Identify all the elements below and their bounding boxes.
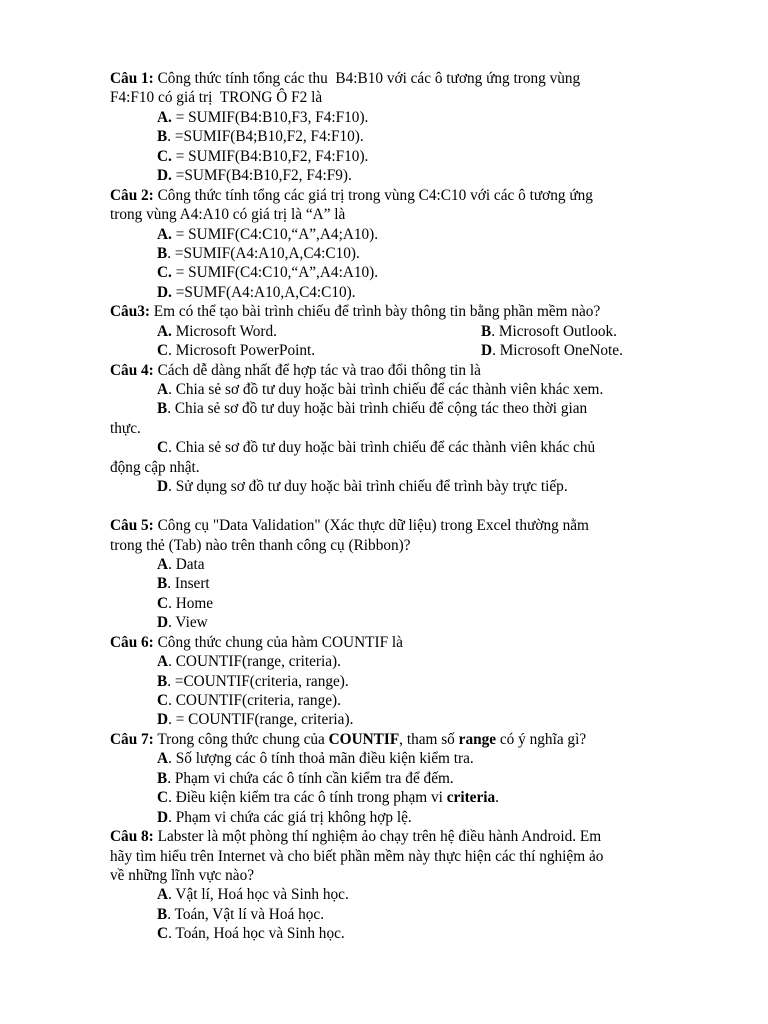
option-text: . =COUNTIF(criteria, range). xyxy=(167,672,349,690)
question-8-stem-cont: hãy tìm hiểu trên Internet và cho biết phần mềm này thực hiện các thí nghiệm ảo xyxy=(110,847,604,865)
question-label: Câu 6: xyxy=(110,633,154,651)
document-body xyxy=(110,69,710,944)
question-text: có ý nghĩa gì? xyxy=(496,730,587,748)
option-text: . Vật lí, Hoá học và Sinh học. xyxy=(168,886,349,904)
option-letter: C xyxy=(157,925,169,943)
option-b xyxy=(110,127,710,146)
option-letter: C xyxy=(157,342,169,360)
question-2-stem-cont: trong vùng A4:A10 có giá trị là “A” là xyxy=(110,206,346,224)
option-letter: B xyxy=(157,672,168,690)
question-label: Câu 5: xyxy=(110,517,154,535)
option-b xyxy=(110,399,710,418)
option-letter: D. xyxy=(157,167,172,185)
question-2-stem xyxy=(110,186,710,205)
option-text: = SUMIF(B4:B10,F2, F4:F10). xyxy=(171,147,369,165)
option-letter: D. xyxy=(157,283,172,301)
option-text: . Home xyxy=(168,594,214,612)
option-b-cont: thực. xyxy=(110,419,141,437)
option-d xyxy=(110,166,710,185)
question-8-stem xyxy=(110,827,710,846)
option-text: . Toán, Hoá học và Sinh học. xyxy=(168,925,345,943)
option-text: . Chia sẻ sơ đồ tư duy hoặc bài trình chiếu để các thành viên khác chủ xyxy=(168,439,596,457)
option-d xyxy=(110,808,710,827)
option-letter: A. xyxy=(157,108,172,126)
option-letter: B xyxy=(157,905,168,923)
option-letter: C. xyxy=(157,264,172,282)
option-text: . Chia sẻ sơ đồ tư duy hoặc bài trình chiếu để cộng tác theo thời gian xyxy=(167,400,588,418)
option-a xyxy=(110,555,710,574)
option-text: = SUMIF(C4:C10,“A”,A4;A10). xyxy=(171,225,379,243)
option-a xyxy=(157,322,481,341)
option-letter: C xyxy=(157,692,169,709)
option-letter: B xyxy=(157,128,168,146)
option-b xyxy=(110,769,710,788)
function-name: COUNTIF xyxy=(328,730,400,748)
option-b xyxy=(110,672,710,691)
option-letter: A xyxy=(157,381,169,398)
option-text: . =SUMIF(A4:A10,A,C4:C10). xyxy=(167,244,360,262)
option-text: . Điều kiện kiểm tra các ô tính trong phạm vi xyxy=(168,789,447,807)
option-text: Microsoft Word. xyxy=(171,322,278,340)
option-text: . COUNTIF(criteria, range). xyxy=(168,692,341,709)
option-letter: B xyxy=(481,322,492,340)
option-text: . Insert xyxy=(167,575,210,593)
option-c xyxy=(157,341,481,360)
option-text: . COUNTIF(range, criteria). xyxy=(168,653,341,671)
option-text: . Phạm vi chứa các ô tính cần kiểm tra để đếm. xyxy=(167,769,454,787)
option-a xyxy=(110,380,710,399)
question-text: Công thức tính tổng các giá trị trong vùng C4:C10 với các ô tương ứng xyxy=(153,186,593,204)
option-letter: C. xyxy=(157,147,172,165)
option-b xyxy=(110,244,710,263)
question-text: Công thức tính tổng các thu B4:B10 với các ô tương ứng trong vùng xyxy=(153,70,581,87)
option-letter: B xyxy=(157,769,168,787)
option-text: . Microsoft PowerPoint. xyxy=(168,342,316,360)
question-label: Câu 1: xyxy=(110,70,154,87)
option-d xyxy=(110,477,710,496)
option-a xyxy=(110,225,710,244)
option-c xyxy=(110,594,710,613)
option-text: =SUMF(B4:B10,F2, F4:F9). xyxy=(171,167,352,185)
parameter-name: criteria xyxy=(446,789,496,807)
question-text: Trong công thức chung của xyxy=(153,730,329,748)
question-text: Công thức chung của hàm COUNTIF là xyxy=(153,633,403,651)
option-text: . = COUNTIF(range, criteria). xyxy=(168,711,354,729)
option-letter: B xyxy=(157,244,168,262)
option-d xyxy=(110,283,710,302)
option-a xyxy=(110,749,710,768)
option-letter: A xyxy=(157,750,169,768)
question-label: Câu3: xyxy=(110,303,150,321)
option-c xyxy=(110,263,710,282)
option-text: . Phạm vi chứa các giá trị không hợp lệ. xyxy=(168,808,412,826)
question-label: Câu 2: xyxy=(110,186,154,204)
option-letter: C xyxy=(157,594,169,612)
question-3-stem xyxy=(110,302,710,321)
question-label: Câu 8: xyxy=(110,828,154,846)
option-a xyxy=(110,108,710,127)
option-text: . Microsoft Outlook. xyxy=(491,322,617,340)
option-text: . Chia sẻ sơ đồ tư duy hoặc bài trình chiếu để các thành viên khác xem. xyxy=(168,381,604,398)
option-text: . Data xyxy=(168,555,205,573)
question-1-stem-cont: F4:F10 có giá trị TRONG Ô F2 là xyxy=(110,89,323,107)
option-text-tail: . xyxy=(495,789,499,807)
question-7-stem xyxy=(110,730,710,749)
option-c xyxy=(110,924,710,943)
options-row-cd xyxy=(110,341,710,360)
option-text: = SUMIF(C4:C10,“A”,A4:A10). xyxy=(171,264,379,282)
question-text: , tham số xyxy=(399,730,459,748)
question-label: Câu 4: xyxy=(110,361,154,379)
option-text: . =SUMIF(B4;B10,F2, F4:F10). xyxy=(167,128,364,146)
question-5-stem xyxy=(110,516,710,535)
question-5-stem-cont: trong thẻ (Tab) nào trên thanh công cụ (Ribbon)? xyxy=(110,536,411,554)
option-text: . Microsoft OneNote. xyxy=(492,342,623,360)
option-letter: B xyxy=(157,400,168,418)
question-text: Labster là một phòng thí nghiệm ảo chạy trên hệ điều hành Android. Em xyxy=(153,828,602,846)
option-c xyxy=(110,438,710,457)
option-letter: D xyxy=(157,808,169,826)
option-text: = SUMIF(B4:B10,F3, F4:F10). xyxy=(171,108,369,126)
option-text: . Toán, Vật lí và Hoá học. xyxy=(167,905,325,923)
options-row-ab xyxy=(110,322,710,341)
option-d xyxy=(481,341,623,360)
option-c xyxy=(110,788,710,807)
option-text: =SUMF(A4:A10,A,C4:C10). xyxy=(171,283,356,301)
question-text: Công cụ "Data Validation" (Xác thực dữ liệu) trong Excel thường nằm xyxy=(153,517,589,535)
parameter-name: range xyxy=(458,730,497,748)
option-letter: C xyxy=(157,439,169,457)
option-letter: A. xyxy=(157,225,172,243)
option-letter: D xyxy=(157,614,169,632)
option-b xyxy=(481,322,617,341)
option-letter: D xyxy=(157,711,169,729)
option-b xyxy=(110,574,710,593)
question-label: Câu 7: xyxy=(110,730,154,748)
option-letter: C xyxy=(157,789,169,807)
option-c xyxy=(110,691,710,710)
blank-line xyxy=(110,497,710,516)
option-c-cont: động cập nhật. xyxy=(110,458,200,476)
option-text: . Sử dụng sơ đồ tư duy hoặc bài trình chiếu để trình bày trực tiếp. xyxy=(168,478,568,496)
question-4-stem xyxy=(110,361,710,380)
option-letter: D xyxy=(481,342,493,360)
option-a xyxy=(110,885,710,904)
option-c xyxy=(110,147,710,166)
option-letter: A xyxy=(157,886,169,904)
option-letter: A. xyxy=(157,322,172,340)
question-1-stem xyxy=(110,69,710,88)
option-letter: D xyxy=(157,478,169,496)
option-b xyxy=(110,905,710,924)
option-text: . View xyxy=(168,614,208,632)
option-d xyxy=(110,710,710,729)
option-a xyxy=(110,652,710,671)
option-letter: B xyxy=(157,575,168,593)
option-letter: A xyxy=(157,555,169,573)
question-6-stem xyxy=(110,633,710,652)
question-text: Em có thể tạo bài trình chiếu để trình bày thông tin bằng phần mềm nào? xyxy=(149,303,601,321)
option-d xyxy=(110,613,710,632)
option-letter: A xyxy=(157,653,169,671)
question-text: Cách dễ dàng nhất để hợp tác và trao đổi thông tin là xyxy=(153,361,481,379)
question-8-stem-cont: về những lĩnh vực nào? xyxy=(110,866,255,884)
option-text: . Số lượng các ô tính thoả mãn điều kiện kiểm tra. xyxy=(168,750,474,768)
